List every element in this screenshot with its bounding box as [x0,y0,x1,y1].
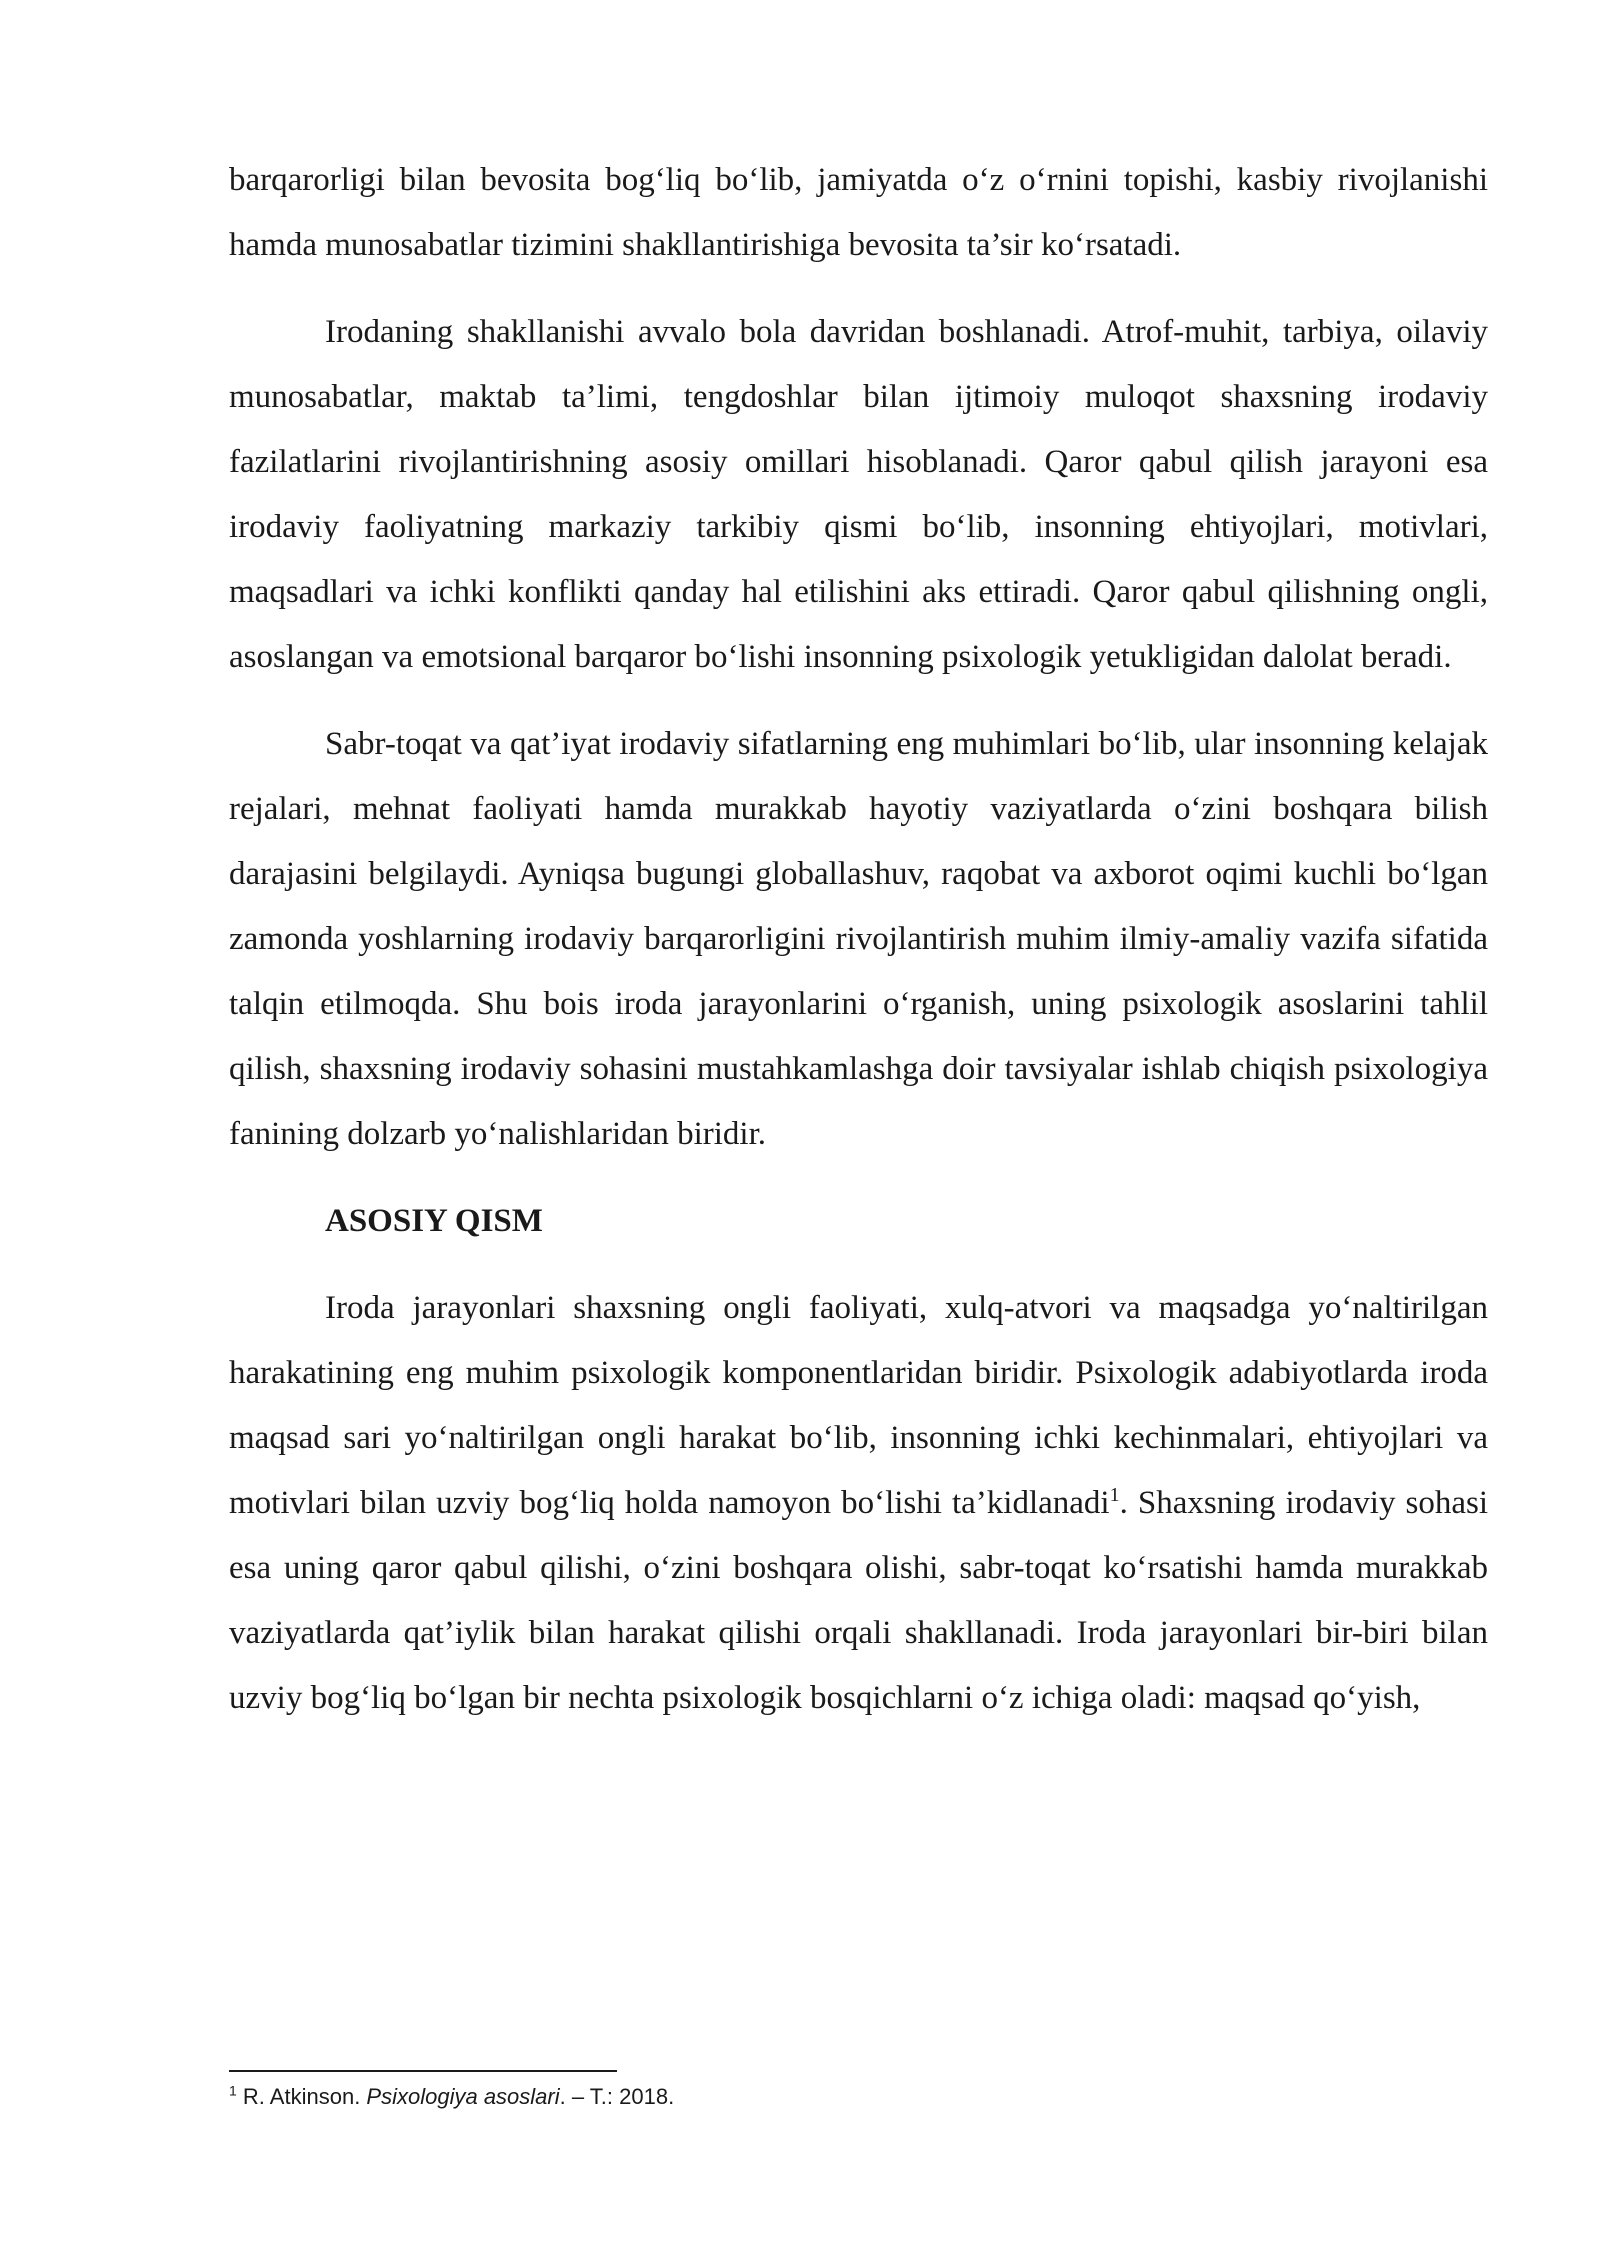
paragraph-3: Sabr-toqat va qat’iyat irodaviy sifatlarning eng muhimlari bo‘lib, ular insonning kelajak rejalari, mehnat faoliyati hamda murakkab hayotiy vaziyatlarda o‘zini boshqara bilish darajasini belgilaydi. Ayniqsa bugungi globallashuv, raqobat va axborot oqimi kuchli bo‘lgan zamonda yoshlarning irodaviy barqarorligini rivojlantirish muhim ilmiy-amaliy vazifa sifatida talqin etilmoqda. Shu bois iroda jarayonlarini o‘rganish, uning psixologik asoslarini tahlil qilish, shaxsning irodaviy sohasini mustahkamlashga doir tavsiyalar ishlab chiqish psixologiya fanining dolzarb yo‘nalishlaridan biridir. [229,726,1488,1152]
footnote-separator [229,2070,617,2072]
section-heading: ASOSIY QISM [325,1203,543,1239]
paragraph-4-text-start: Iroda jarayonlari shaxsning ongli faoliyati, xulq-atvori va maqsadga yo‘naltirilgan harakatining eng muhim psixologik komponentlaridan biridir. Psixologik adabiyotlarda iroda maqsad sari yo‘naltirilgan ongli harakat bo‘lib, insonning ichki kechinmalari, ehtiyojlari va motivlari bilan uzviy bog‘liq holda namoyon bo‘lishi ta’kidlanadi [229,1290,1488,1521]
paragraph-2: Irodaning shakllanishi avvalo bola davridan boshlanadi. Atrof-muhit, tarbiya, oilaviy munosabatlar, maktab ta’limi, tengdoshlar bilan ijtimoiy muloqot shaxsning irodaviy fazilatlarini rivojlantirishning asosiy omillari hisoblanadi. Qaror qabul qilish jarayoni esa irodaviy faoliyatning markaziy tarkibiy qismi bo‘lib, insonning ehtiyojlari, motivlari, maqsadlari va ichki konflikti qanday hal etilishini aks ettiradi. Qaror qabul qilishning ongli, asoslangan va emotsional barqaror bo‘lishi insonning psixologik yetukligidan dalolat beradi. [229,314,1488,675]
body-text [229,148,1488,1753]
footnote-publication: . – T.: 2018. [559,2084,675,2109]
footnote-author: R. Atkinson. [236,2084,367,2109]
footnote-number: 1 [229,2082,237,2099]
footnote-reference[interactable]: 1 [1109,1484,1120,1506]
footnote-title: Psixologiya asoslari [366,2084,560,2109]
paragraph-1: barqarorligi bilan bevosita bog‘liq bo‘lib, jamiyatda o‘z o‘rnini topishi, kasbiy rivojlanishi hamda munosabatlar tizimini shakllantirishiga bevosita ta’sir ko‘rsatadi. [229,162,1488,263]
paragraph-4-text-end: . Shaxsning irodaviy sohasi esa uning qaror qabul qilishi, o‘zini boshqara olishi, sabr-toqat ko‘rsatishi hamda murakkab vaziyatlarda qat’iylik bilan harakat qilishi orqali shakllanadi. Iroda jarayonlari bir-biri bilan uzviy bog‘liq bo‘lgan bir nechta psixologik bosqichlarni o‘z ichiga oladi: maqsad qo‘yish, [229,1485,1489,1716]
paragraph-4 [229,1276,1488,1731]
footnote [229,2080,1488,2114]
